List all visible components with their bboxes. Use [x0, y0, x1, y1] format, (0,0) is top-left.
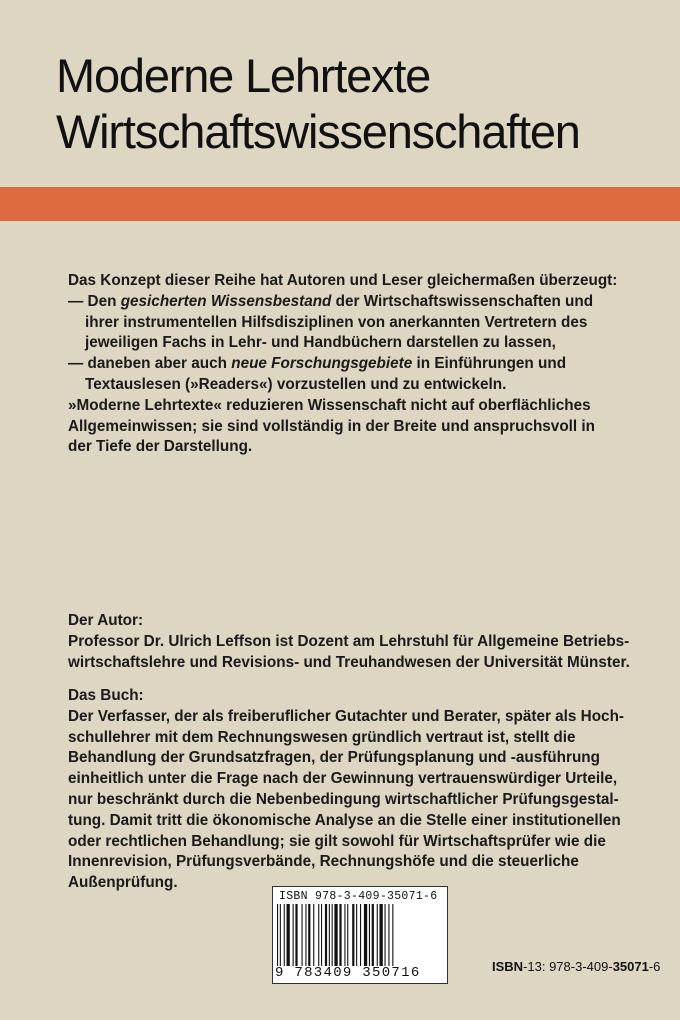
barcode-bar — [364, 904, 367, 966]
barcode-bar — [356, 904, 357, 966]
intro-line: »Moderne Lehrtexte« reduzieren Wissenschaft nicht auf oberflächliches — [68, 396, 591, 414]
book-line: Außenprüfung. — [68, 874, 178, 892]
book-heading: Das Buch: — [68, 687, 144, 704]
barcode-bar — [302, 904, 303, 966]
bullet-text: der Wirtschaftswissenschaften und — [331, 292, 594, 310]
book-line: oder rechtlichen Behandlung; sie gilt sowohl für Wirtschaftsprüfer wie die — [68, 832, 606, 850]
intro-line: der Tiefe der Darstellung. — [68, 438, 253, 456]
intro-bullet-1 — [68, 292, 648, 313]
barcode-isbn-label: ISBN 978-3-409-35071-6 — [279, 890, 438, 903]
intro-line: Das Konzept dieser Reihe hat Autoren und Leser gleichermaßen überzeugt: — [68, 272, 618, 289]
book-line: Behandlung der Grundsatzfragen, der Prüfungsplanung und -ausführung — [68, 749, 600, 767]
barcode-bar — [313, 904, 314, 966]
bullet-dash: — daneben aber auch — [68, 355, 232, 373]
barcode-bar — [372, 904, 374, 966]
barcode-digits: 9 783409 350716 — [275, 965, 421, 981]
series-description — [68, 271, 648, 458]
isbn13-prefix: ISBN — [492, 959, 524, 974]
emphasis-text: neue Forschungsgebiete — [231, 355, 413, 373]
barcode-bar — [287, 904, 290, 966]
book-line: tung. Damit tritt die ökonomische Analyse an die Stelle einer institutionellen — [68, 811, 621, 829]
book-section — [68, 686, 648, 894]
intro-line: Allgemeinwissen; sie sind vollständig in der Breite und anspruchsvoll in — [68, 417, 596, 435]
bullet-text: in Einführungen und — [412, 355, 567, 373]
barcode-bar — [332, 904, 333, 966]
intro-line: ihrer instrumentellen Hilfsdisziplinen von anerkannten Vertretern des — [85, 313, 588, 331]
barcode-bar — [380, 904, 383, 966]
barcode-bar — [293, 904, 294, 966]
emphasis-text: gesicherten Wissensbestand — [120, 292, 332, 310]
barcode-bar — [347, 904, 348, 966]
book-line: Innenrevision, Prüfungsverbände, Rechnungshöfe und die steuerliche — [68, 853, 579, 871]
barcode-bar — [305, 904, 306, 966]
orange-band — [0, 187, 680, 221]
barcode-bar — [344, 904, 345, 966]
author-line: Professor Dr. Ulrich Leffson ist Dozent am Lehrstuhl für Allgemeine Betriebs- — [68, 632, 630, 650]
isbn13-middle: -13: 978-3-409- — [523, 959, 613, 974]
barcode-bar — [308, 904, 310, 966]
isbn13-bold: 35071 — [612, 959, 649, 974]
barcode-bar — [277, 904, 278, 966]
intro-line: Textauslesen (»Readers«) vorzustellen und zu entwickeln. — [85, 375, 507, 393]
bullet-dash: — Den — [68, 292, 121, 310]
barcode-bar — [321, 904, 322, 966]
intro-line: jeweiligen Fachs in Lehr- und Handbüchern darstellen zu lassen, — [85, 334, 556, 352]
barcode-bar — [334, 904, 337, 966]
barcode-bar — [280, 904, 281, 966]
intro-bullet-2 — [68, 354, 648, 375]
barcode-bar — [388, 904, 389, 966]
author-line: wirtschaftslehre und Revisions- und Treuhandwesen der Universität Münster. — [68, 653, 630, 671]
book-line: nur beschränkt durch die Nebenbedingung wirtschaftlicher Prüfungsgestal- — [68, 790, 619, 808]
isbn13-text — [492, 959, 660, 974]
barcode-bar — [360, 904, 361, 966]
book-line: schullehrer mit dem Rechnungswesen gründlich vertraut ist, stellt die — [68, 728, 576, 746]
barcode-bar — [318, 904, 319, 966]
barcode-bar — [385, 904, 386, 966]
barcode-bar — [295, 904, 297, 966]
barcode — [272, 886, 448, 984]
series-title-line1: Moderne Lehrtexte — [56, 49, 431, 102]
barcode-bar — [352, 904, 354, 966]
book-line: Der Verfasser, der als freiberuflicher Gutachter und Berater, später als Hoch- — [68, 707, 625, 725]
barcode-bars — [277, 904, 442, 966]
barcode-bar — [329, 904, 330, 966]
series-title-line2: Wirtschaftswissenschaften — [56, 105, 580, 158]
barcode-bar — [377, 904, 378, 966]
barcode-bar — [284, 904, 285, 966]
book-line: einheitlich unter die Frage nach der Gewinnung vertrauenswürdiger Urteile, — [68, 770, 618, 788]
barcode-bar — [392, 904, 393, 966]
isbn13-suffix: -6 — [648, 959, 661, 974]
barcode-bar — [339, 904, 341, 966]
author-section — [68, 611, 648, 673]
author-heading: Der Autor: — [68, 612, 144, 629]
barcode-bar — [325, 904, 327, 966]
barcode-bar — [369, 904, 370, 966]
